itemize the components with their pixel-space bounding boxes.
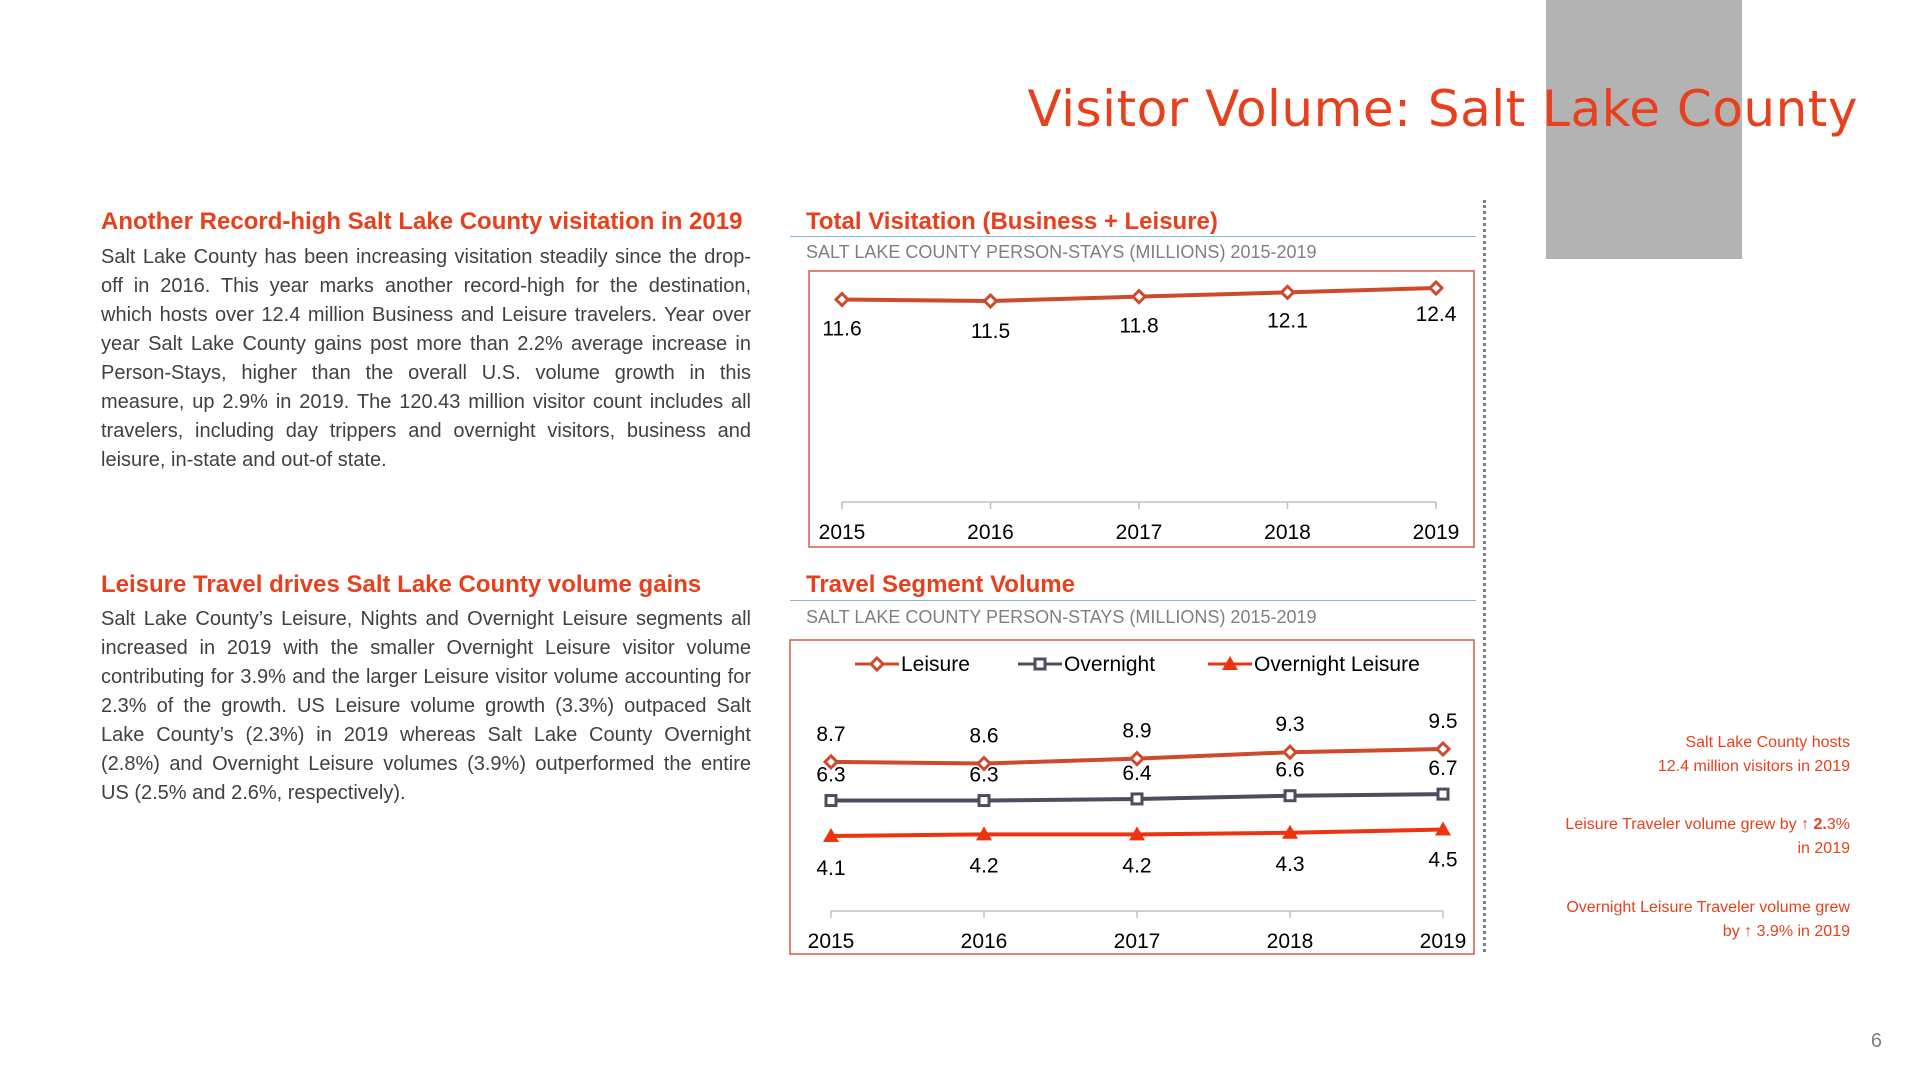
callout-visitors — [1470, 731, 1850, 779]
chart2-data-label: 9.3 — [1275, 713, 1305, 737]
chart2-legend-marker — [1035, 659, 1045, 669]
callout-visitors-line1: Salt Lake County hosts — [1685, 734, 1850, 751]
chart2-legend-marker — [871, 658, 883, 670]
chart1-data-point — [1133, 291, 1145, 303]
chart2-x-tick-label: 2018 — [1266, 930, 1314, 953]
chart1-x-tick-label: 2019 — [1412, 521, 1460, 544]
chart1-data-label: 12.1 — [1267, 309, 1308, 333]
chart2-legend-label: Overnight Leisure — [1254, 653, 1420, 676]
chart1-data-label: 11.5 — [970, 320, 1011, 343]
chart2-legend-label: Overnight — [1064, 653, 1156, 676]
chart2-data-point — [979, 796, 989, 806]
chart1-plot-border — [809, 271, 1474, 547]
callout-leisure-text: Leisure Traveler volume grew by — [1565, 816, 1802, 833]
page-title: Visitor Volume: Salt Lake County — [1027, 80, 1858, 138]
chart2-data-point — [1284, 746, 1296, 758]
chart1-data-label: 11.6 — [822, 317, 862, 341]
chart2-x-tick-label: 2015 — [807, 930, 855, 953]
chart2-data-point — [1132, 794, 1142, 804]
chart1-x-tick-label: 2016 — [967, 521, 1014, 544]
callout-overnight-growth — [1470, 896, 1850, 944]
chart1-x-tick-label: 2015 — [818, 521, 866, 544]
chart2-data-point — [1285, 791, 1295, 801]
chart1-subtitle: SALT LAKE COUNTY PERSON-STAYS (MILLIONS) 2015-2019 — [806, 242, 1317, 262]
chart2-rule — [790, 600, 1476, 601]
callout-visitors-line2: 12.4 million visitors in 2019 — [1657, 758, 1850, 775]
chart1-data-label: 11.8 — [1119, 314, 1159, 338]
callout-leisure-line2: in 2019 — [1797, 840, 1850, 857]
chart2-x-tick-label: 2017 — [1113, 930, 1161, 953]
chart1-data-label: 12.4 — [1415, 303, 1457, 326]
chart2-legend-label: Leisure — [901, 653, 970, 676]
page-number: 6 — [1870, 1030, 1882, 1052]
chart2-data-label: 4.2 — [1122, 854, 1152, 878]
callout-overnight-text: by — [1722, 923, 1745, 940]
chart2-data-label: 8.6 — [969, 724, 999, 748]
travel-segment-chart — [789, 639, 1475, 955]
chart1-data-point — [1430, 282, 1442, 294]
chart2-data-label: 6.3 — [816, 763, 846, 787]
chart2-data-label: 6.4 — [1122, 761, 1152, 785]
chart1-rule — [790, 236, 1476, 237]
chart2-data-point — [1438, 789, 1448, 799]
chart2-subtitle: SALT LAKE COUNTY PERSON-STAYS (MILLIONS) 2015-2019 — [806, 607, 1317, 627]
chart2-title: Travel Segment Volume — [806, 571, 1075, 598]
total-visitation-chart — [808, 270, 1475, 548]
chart2-data-label: 9.5 — [1428, 710, 1458, 733]
chart1-title: Total Visitation (Business + Leisure) — [806, 208, 1218, 235]
chart1-x-tick-label: 2017 — [1115, 521, 1163, 544]
chart1-x-tick-label: 2018 — [1264, 521, 1311, 544]
chart2-data-label: 8.9 — [1122, 719, 1152, 743]
callout-overnight-pct: 3.9% in 2019 — [1752, 923, 1850, 940]
chart2-data-label: 6.6 — [1275, 758, 1305, 782]
up-arrow-icon: ↑ — [1801, 816, 1810, 833]
callout-leisure-pct: 3% — [1826, 816, 1850, 833]
chart2-data-label: 4.2 — [969, 854, 999, 878]
chart2-data-label: 6.3 — [969, 763, 999, 787]
chart2-x-tick-label: 2016 — [960, 930, 1008, 953]
chart2-x-tick-label: 2019 — [1419, 930, 1467, 953]
chart2-data-label: 6.7 — [1428, 757, 1458, 781]
chart2-data-label: 4.5 — [1428, 848, 1458, 872]
chart2-data-point — [826, 796, 836, 806]
chart2-data-label: 4.1 — [816, 857, 846, 880]
up-arrow-icon: ↑ — [1744, 923, 1753, 940]
callout-leisure-growth — [1470, 813, 1850, 861]
record-heading: Another Record-high Salt Lake County visitation in 2019 — [101, 208, 743, 235]
chart2-data-point — [1437, 743, 1449, 755]
record-body: Salt Lake County has been increasing visitation steadily since the drop-off in 2016. This year marks another record-high for the destination, which hosts over 12.4 million Business and Leisure travelers. Year over year Salt Lake County gains post more than 2.2% average increase in Person-Stays, higher than the overall U.S. volume growth in this measure, up 2.9% in 2019. The 120.43 million visitor count includes all travelers, including day trippers and overnight visitors, business and leisure, in-state and out-of state. — [101, 246, 751, 471]
chart2-data-label: 8.7 — [816, 722, 846, 746]
leisure-body: Salt Lake County’s Leisure, Nights and Overnight Leisure segments all increased in 2019 with the smaller Overnight Leisure visitor volume contributing for 3.9% and the larger Leisure visitor volume accounting for 2.3% of the growth. US Leisure volume growth (3.3%) outpaced Salt Lake County’s (2.3%) in 2019 whereas Salt Lake County Overnight (2.8%) and Overnight Leisure volumes (3.9%) outperformed the entire US (2.5% and 2.6%, respectively). — [101, 608, 751, 804]
leisure-heading: Leisure Travel drives Salt Lake County volume gains — [101, 571, 702, 598]
chart1-data-point — [985, 295, 997, 307]
chart1-data-point — [1282, 286, 1294, 298]
callout-overnight-line1: Overnight Leisure Traveler volume grew — [1566, 899, 1850, 916]
callout-leisure-bold: 2. — [1813, 816, 1827, 833]
chart1-data-point — [836, 294, 848, 306]
chart2-data-label: 4.3 — [1275, 852, 1305, 876]
